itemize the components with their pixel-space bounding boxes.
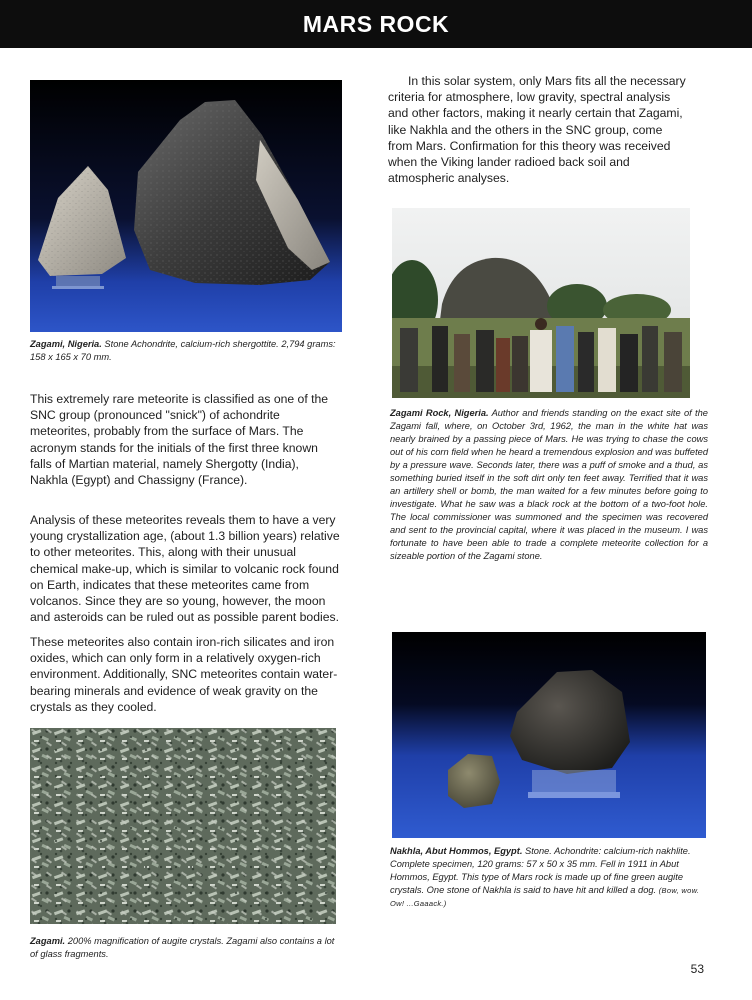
caption-title: Zagami, Nigeria. [30, 339, 102, 349]
body-paragraph-2: Analysis of these meteorites reveals them to have a very young crystallization age, (about 1.3 billion years) relative to other meteorites. This, along with their unusual chemical make-up, which is similar to volcanic rock found on Earth, indicates that these meteorites came from volcanos. Since they are so young, however, the moon and asteroids can be ruled out as possible parent bodies. [30, 513, 340, 625]
zagami-rock-caption [390, 407, 708, 563]
zagami-rock-photo [392, 208, 690, 398]
caption-title: Zagami Rock, Nigeria. [390, 408, 489, 418]
zagami-magnified-photo [30, 728, 336, 924]
caption-text: Stone. Achondrite: calcium-rich nakhlite. Complete specimen, 120 grams: 57 x 50 x 35 mm. Fell in 1911 in Abut Hommos, Egypt. This type of Mars rock is made up of fine green augite crystals. One stone of Nakhla is said to have hit and killed a dog. [390, 846, 691, 895]
nakhla-caption [390, 845, 708, 910]
caption-title: Nakhla, Abut Hommos, Egypt. [390, 846, 523, 856]
zagami-stone-photo [30, 80, 342, 332]
title-banner [0, 0, 752, 48]
body-paragraph-3: These meteorites also contain iron-rich silicates and iron oxides, which can only form in a relatively oxygen-rich environment. Additionally, SNC meteorites contain water-bearing minerals and evidence of weak gravity on the crystals as they cooled. [30, 635, 338, 714]
page-number: 53 [690, 962, 704, 976]
caption-title: Zagami. [30, 936, 66, 946]
right-intro-paragraph: In this solar system, only Mars fits all the necessary criteria for atmosphere, low gravity, spectral analysis and other factors, making it nearly certain that Zagami, like Nakhla and the others in the SNC group, come from Mars. Confirmation for this theory was received when the Viking lander radioed back soil and atmospheric analyses. [388, 74, 686, 186]
nakhla-photo [392, 632, 706, 838]
caption-text: Stone Achondrite, calcium-rich shergottite. 2,794 grams: 158 x 165 x 70 mm. [30, 339, 336, 362]
body-paragraph-1: This extremely rare meteorite is classified as one of the SNC group (pronounced "snick") of achondrite meteorites, probably from the surface of Mars. The acronym stands for the initials of the first three known falls of Martian material, namely Shergotty (India), Nakhla (Egypt) and Chassigny (France). [30, 392, 329, 488]
zagami-magnified-caption [30, 935, 340, 961]
zagami-stone-caption [30, 338, 342, 364]
page-title: MARS ROCK [302, 10, 450, 37]
caption-aside: (Bow, wow. Ow! ...Gaaack.) [390, 886, 700, 908]
caption-text: 200% magnification of augite crystals. Zagami also contains a lot of glass fragments. [30, 936, 335, 959]
caption-text: Author and friends standing on the exact site of the Zagami fall, where, on October 3rd, 1962, the man in the white hat was nearly brained by a passing piece of Mars. He was trying to chase the cows out of his corn field when he heard a tremendous explosion and was buffeted by a pressure wave. Seconds later, there was a puff of smoke and a thud, as something buried itself in the soft dirt only ten feet away. Terrified that it was an artillery shell or bomb, the man waited for a few minutes before going to investigate. What he saw was a black rock at the bottom of a two-foot hole. The local commissioner was summoned and the specimen was recovered and sent to the provincial capital, where it was placed in the museum. I was fortunate to have been able to trade a complete meteorite collection for a sizeable portion of the Zagami stone. [390, 408, 708, 561]
